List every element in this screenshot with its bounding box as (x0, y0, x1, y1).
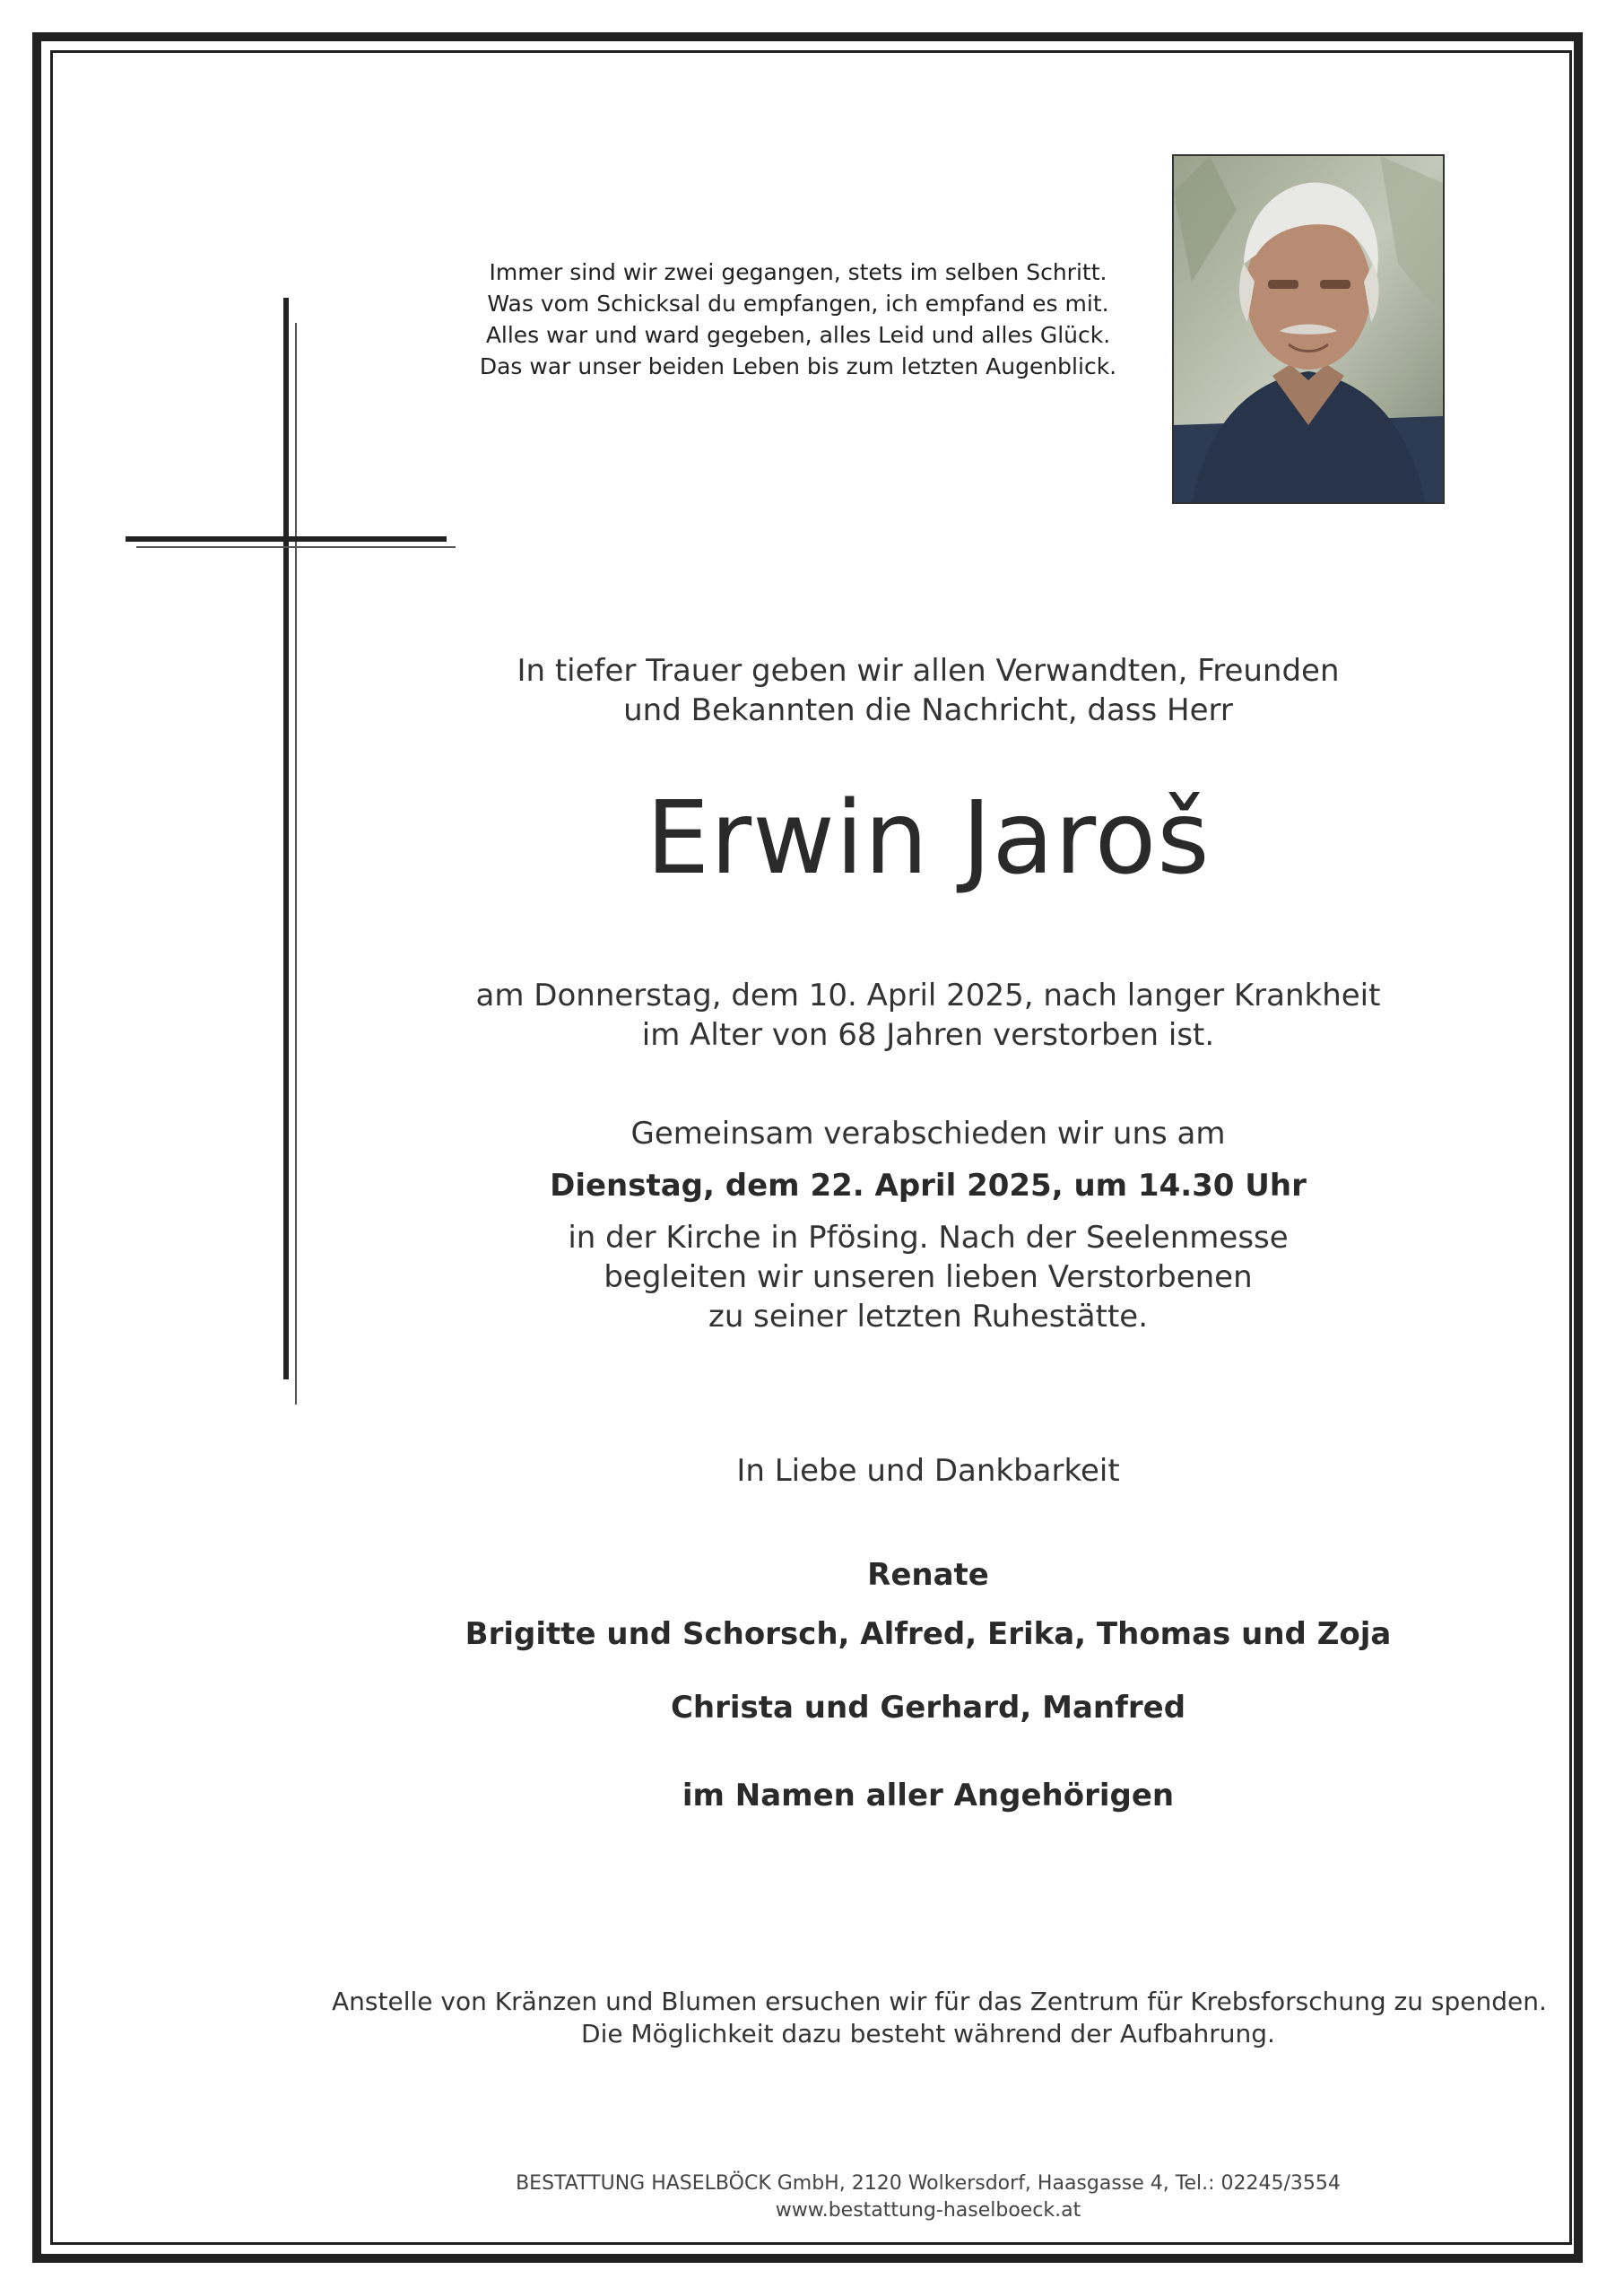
church-line: in der Kirche in Pfösing. Nach der Seelenmesse (568, 1220, 1289, 1256)
cross-vertical-bar (283, 298, 289, 1379)
poem-line: Was vom Schicksal du empfangen, ich empfand es mit. (487, 291, 1109, 317)
cross-horizontal-bar (126, 536, 447, 542)
memorial-poem (421, 257, 1175, 382)
ceremony-location (377, 1218, 1480, 1336)
note-line: Anstelle von Kränzen und Blumen ersuchen wir für das Zentrum für Krebsforschung zu spenden. (332, 1987, 1547, 2016)
death-line: im Alter von 68 Jahren verstorben ist. (641, 1017, 1215, 1053)
ceremony-date: Dienstag, dem 22. April 2025, um 14.30 Uhr (550, 1168, 1307, 1204)
footer-website: www.bestattung-haselboeck.at (775, 2199, 1081, 2222)
mourner-line: Renate (867, 1557, 989, 1593)
mourner-line: im Namen aller Angehörigen (682, 1778, 1175, 1813)
donation-note (332, 1986, 1547, 2050)
cross-vertical-shadow (295, 323, 297, 1405)
intro-line: und Bekannten die Nachricht, dass Herr (623, 692, 1233, 728)
church-line: begleiten wir unseren lieben Verstorbenen (604, 1259, 1253, 1295)
deceased-name: Erwin Jaroš (646, 780, 1211, 897)
poem-line: Das war unser beiden Leben bis zum letzten Augenblick. (479, 353, 1117, 379)
poem-line: Alles war und ward gegeben, alles Leid und alles Glück. (485, 322, 1111, 348)
mourner-line: Christa und Gerhard, Manfred (670, 1690, 1186, 1726)
footer-address: BESTATTUNG HASELBÖCK GmbH, 2120 Wolkersdorf, Haasgasse 4, Tel.: 02245/3554 (516, 2172, 1341, 2195)
poem-line: Immer sind wir zwei gegangen, stets im selben Schritt. (489, 259, 1107, 285)
farewell-text: Gemeinsam verabschieden wir uns am (630, 1116, 1226, 1152)
love-and-gratitude: In Liebe und Dankbarkeit (736, 1453, 1120, 1489)
mourner-line: Brigitte und Schorsch, Alfred, Erika, Thomas und Zoja (465, 1616, 1392, 1652)
intro-line: In tiefer Trauer geben wir allen Verwandten, Freunden (517, 653, 1340, 689)
announcement-intro (377, 651, 1480, 730)
cross-horizontal-shadow (136, 546, 456, 548)
death-details (377, 976, 1480, 1055)
funeral-home-footer (377, 2170, 1480, 2224)
church-line: zu seiner letzten Ruhestätte. (708, 1299, 1149, 1335)
death-line: am Donnerstag, dem 10. April 2025, nach langer Krankheit (475, 978, 1381, 1013)
note-line: Die Möglichkeit dazu besteht während der Aufbahrung. (581, 2019, 1275, 2048)
portrait-photo (1172, 154, 1445, 504)
